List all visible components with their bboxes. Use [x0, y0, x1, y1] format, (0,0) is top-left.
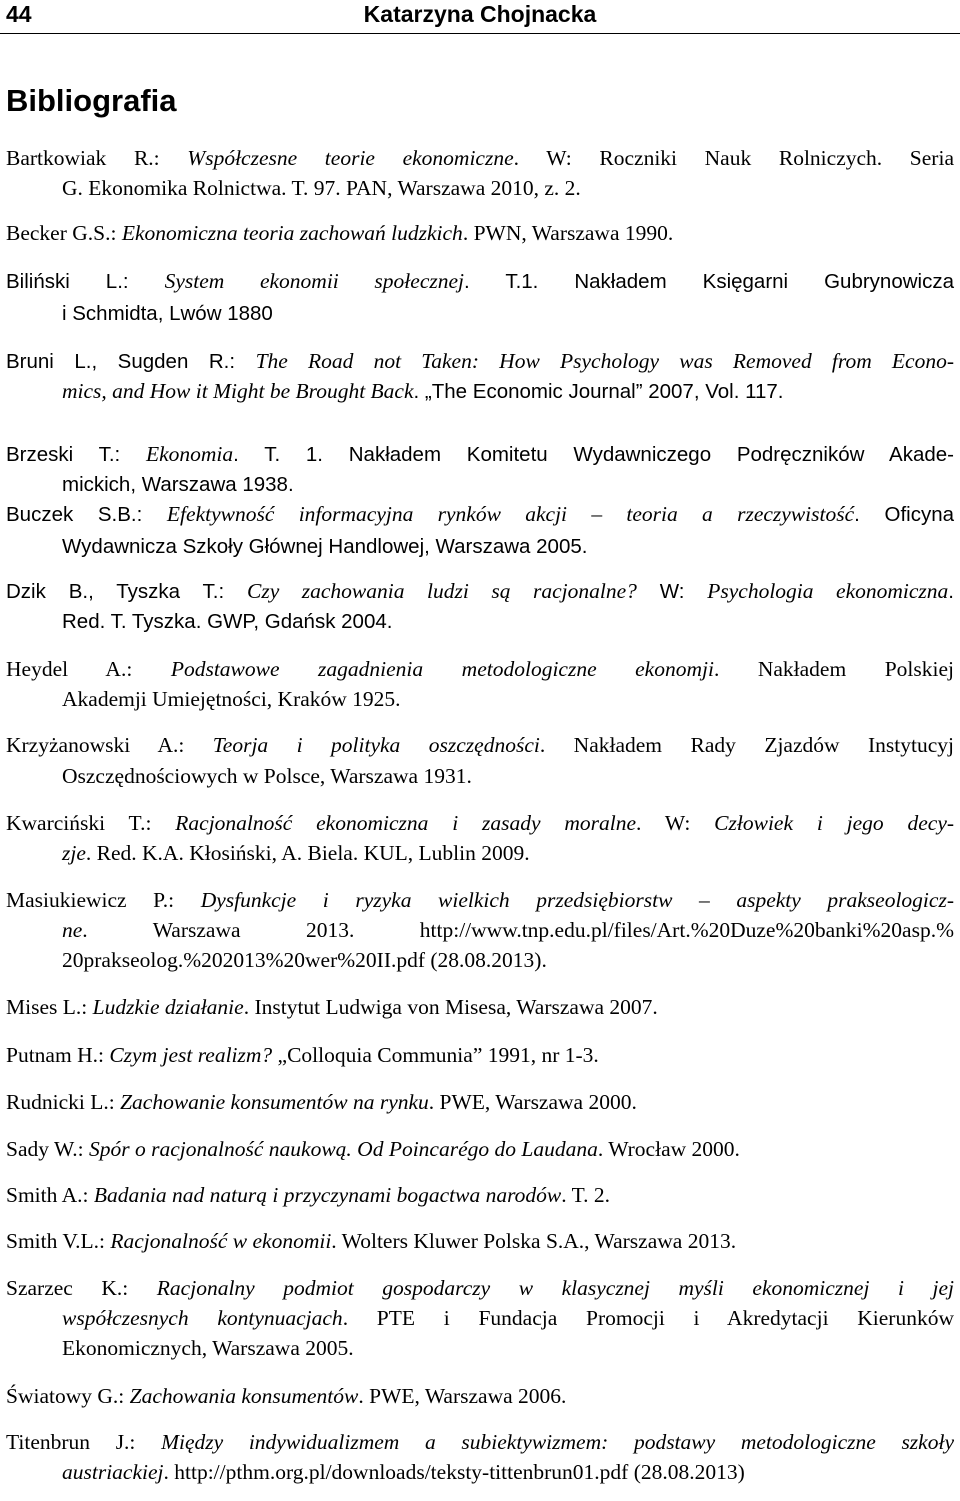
entry-title-text: Ludzkie działanie — [92, 995, 244, 1019]
entry-text: . PWE, Warszawa 2000. — [428, 1090, 637, 1114]
entry-text: mickich, Warszawa 1938. — [62, 473, 294, 496]
entry-line — [62, 1303, 954, 1333]
entry-title-text: Racjonalność ekonomiczna i zasady moralne — [175, 811, 637, 835]
entry-text: Buczek S.B.: — [6, 503, 167, 526]
entry-line — [62, 945, 954, 975]
entry-text: . T.1. Nakładem Księgarni Gubrynowicza — [464, 270, 954, 293]
entry-title-text: Czy zachowania ludzi są racjonalne? — [246, 579, 637, 603]
entry-text: 20prakseolog.%202013%20wer%20II.pdf (28.08.2013). — [62, 948, 547, 972]
entry-line — [62, 915, 954, 945]
entry-text: Smith V.L.: — [6, 1229, 111, 1253]
entry-line — [62, 1333, 954, 1363]
entry-title-text: Zachowania konsumentów — [129, 1384, 359, 1408]
entry-line — [6, 992, 954, 1022]
entry-text: . Nakładem Polskiej — [713, 657, 955, 681]
entry-text: Rudnicki L.: — [6, 1090, 121, 1114]
entry-title-text: Podstawowe zagadnienia metodologiczne ekonomji — [170, 657, 714, 681]
entry-text: . Instytut Ludwiga von Misesa, Warszawa 2007. — [243, 995, 658, 1019]
entry-line — [6, 266, 954, 296]
entry-text: Mises L.: — [6, 995, 93, 1019]
entry-title-text: The Road not Taken: How Psychology was Removed from Econo- — [255, 349, 954, 373]
entry-title-text: Zachowanie konsumentów na rynku — [120, 1090, 429, 1114]
entry-line — [62, 173, 954, 203]
entry-line — [6, 885, 954, 915]
entry-title-text: Współczesne teorie ekonomiczne — [187, 146, 514, 170]
entry-text: Masiukiewicz P.: — [6, 888, 201, 912]
entry-title-text: Człowiek i jego decy- — [714, 811, 955, 835]
entry-line — [62, 469, 954, 499]
entry-text: Red. T. Tyszka. GWP, Gdańsk 2004. — [62, 610, 393, 633]
entry-line — [62, 684, 954, 714]
entry-title-text: austriackiej — [62, 1460, 164, 1484]
entry-text: Ekonomicznych, Warszawa 2005. — [62, 1336, 354, 1360]
entry-title-text: Efektywność informacyjna rynków akcji – teoria a rzeczywistość — [166, 502, 855, 526]
entry-line — [6, 218, 954, 248]
entry-title-text: System ekonomii społecznej — [164, 269, 464, 293]
entry-text: Światowy G.: — [6, 1384, 130, 1408]
entry-text: Biliński L.: — [6, 270, 165, 293]
entry-text: . Red. K.A. Kłosiński, A. Biela. KUL, Lublin 2009. — [85, 841, 530, 865]
entry-text: „Colloquia Communia” 1991, nr 1-3. — [272, 1043, 599, 1067]
entry-title-text: Racjonalny podmiot gospodarczy w klasycznej myśli ekonomicznej i jej — [156, 1276, 954, 1300]
entry-text: Smith A.: — [6, 1183, 94, 1207]
entry-text: . Wolters Kluwer Polska S.A., Warszawa 2013. — [331, 1229, 737, 1253]
entry-text: . T. 2. — [561, 1183, 611, 1207]
entry-text: Kwarciński T.: — [6, 811, 176, 835]
entry-line — [62, 1457, 954, 1487]
entry-title-text: Między indywidualizmem a subiektywizmem: podstawy metodologiczne szkoły — [161, 1430, 954, 1454]
entry-line — [6, 576, 954, 606]
entry-line — [62, 838, 954, 868]
entry-line — [6, 1040, 954, 1070]
entry-title-text: Ekonomia — [145, 442, 234, 466]
entry-text: Oszczędnościowych w Polsce, Warszawa 1931. — [62, 764, 472, 788]
entry-text: W: — [636, 580, 708, 603]
entry-text: . Nakładem Rady Zjazdów Instytucyj — [539, 733, 954, 757]
entry-title-text: Ekonomiczna teoria zachowań ludzkich — [121, 221, 463, 245]
entry-title-text: Racjonalność w ekonomii — [110, 1229, 332, 1253]
entry-line — [62, 606, 954, 636]
entry-title-text: Psychologia ekonomiczna — [707, 579, 949, 603]
entry-text: . http://pthm.org.pl/downloads/teksty-tittenbrun01.pdf (28.08.2013) — [163, 1460, 745, 1484]
entry-title-text: Czym jest realizm? — [109, 1043, 273, 1067]
entry-line — [6, 143, 954, 173]
entry-text: Bruni L., Sugden R.: — [6, 350, 256, 373]
entry-line — [6, 1226, 954, 1256]
entry-text: Akademji Umiejętności, Kraków 1925. — [62, 687, 401, 711]
entry-text: Dzik B., Tyszka T.: — [6, 580, 247, 603]
entry-text: . T. 1. Nakładem Komitetu Wydawniczego Podręczników Akade- — [233, 443, 955, 466]
entry-text: G. Ekonomika Rolnictwa. T. 97. PAN, Warszawa 2010, z. 2. — [62, 176, 581, 200]
entry-text: . Wrocław 2000. — [597, 1137, 740, 1161]
entry-line — [6, 1087, 954, 1117]
entry-line — [6, 730, 954, 760]
entry-title-text: mics, and How it Might be Brought Back — [62, 379, 414, 403]
entry-text: Wydawnicza Szkoły Głównej Handlowej, Warszawa 2005. — [62, 535, 588, 558]
entry-line — [6, 346, 954, 376]
entry-title-text: Badania nad naturą i przyczynami bogactwa narodów — [93, 1183, 562, 1207]
entry-title-text: zje — [62, 841, 86, 865]
entry-line — [6, 499, 954, 529]
entry-text: Putnam H.: — [6, 1043, 110, 1067]
entry-text: . Warszawa 2013. http://www.tnp.edu.pl/files/Art.%20Duze%20banki%20asp.% — [82, 918, 954, 942]
entry-text: Titenbrun J.: — [6, 1430, 162, 1454]
entry-text: . W: Roczniki Nauk Rolniczych. Seria — [513, 146, 954, 170]
entry-line — [6, 1427, 954, 1457]
running-header-author: Katarzyna Chojnacka — [363, 1, 597, 27]
section-title: Bibliografia — [6, 83, 177, 118]
bibliography-list — [6, 0, 954, 1501]
entry-text: . „The Economic Journal” 2007, Vol. 117. — [413, 380, 784, 403]
entry-title-text: Dysfunkcje i ryzyka wielkich przedsiębiorstw – aspekty prakseologicz- — [200, 888, 954, 912]
entry-text: . PTE i Fundacja Promocji i Akredytacji Kierunków — [342, 1306, 954, 1330]
entry-line — [6, 439, 954, 469]
entry-text: i Schmidta, Lwów 1880 — [62, 302, 273, 325]
entry-text: Becker G.S.: — [6, 221, 122, 245]
entry-text: Bartkowiak R.: — [6, 146, 188, 170]
entry-text: . Oficyna — [854, 503, 954, 526]
entry-line — [6, 808, 954, 838]
entry-title-text: Teorja i polityka oszczędności — [212, 733, 540, 757]
entry-text: Krzyżanowski A.: — [6, 733, 213, 757]
entry-title-text: ne — [62, 918, 83, 942]
entry-line — [62, 761, 954, 791]
entry-line — [6, 1273, 954, 1303]
entry-text: Szarzec K.: — [6, 1276, 157, 1300]
entry-line — [62, 531, 954, 561]
entry-line — [62, 298, 954, 328]
entry-line — [6, 1134, 954, 1164]
entry-text: . PWE, Warszawa 2006. — [358, 1384, 567, 1408]
entry-text: . PWN, Warszawa 1990. — [462, 221, 674, 245]
entry-title-text: Spór o racjonalność naukową. Od Poincarégo do Laudana — [89, 1137, 598, 1161]
entry-line — [6, 1381, 954, 1411]
entry-text: Brzeski T.: — [6, 443, 146, 466]
entry-line — [6, 1180, 954, 1210]
entry-title-text: współczesnych kontynuacjach — [62, 1306, 343, 1330]
entry-line — [6, 654, 954, 684]
entry-text: . W: — [636, 811, 715, 835]
entry-line — [62, 376, 954, 406]
entry-text: Sady W.: — [6, 1137, 90, 1161]
entry-text: . — [948, 580, 954, 603]
entry-text: Heydel A.: — [6, 657, 171, 681]
page-number: 44 — [6, 1, 32, 27]
